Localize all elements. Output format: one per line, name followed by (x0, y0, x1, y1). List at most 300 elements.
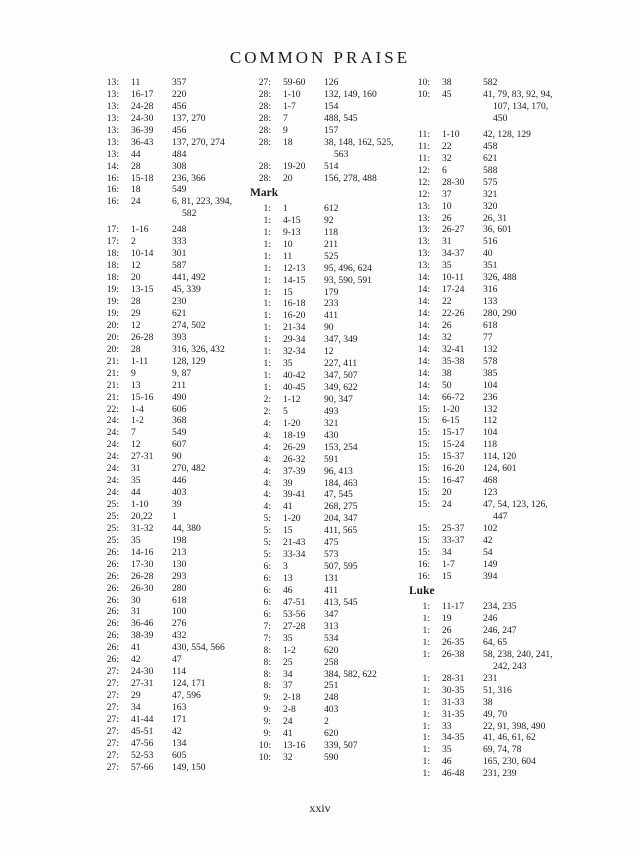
verse-range: 12 (131, 260, 141, 272)
chapter-number: 17: (106, 224, 119, 236)
hymn-numbers: 347 (324, 608, 339, 620)
chapter-number: 16: (417, 558, 430, 570)
verse-range: 19-20 (283, 160, 306, 172)
verse-range: 24-30 (131, 666, 154, 678)
index-entry (250, 752, 400, 764)
chapter-number: 1: (263, 274, 271, 286)
hymn-numbers: 321 (483, 188, 498, 200)
index-entry (98, 113, 243, 125)
chapter-number: 1: (263, 238, 271, 250)
index-entry (98, 702, 243, 714)
index-entry (98, 606, 243, 618)
hymn-numbers: 490 (172, 391, 187, 403)
chapter-number: 19: (106, 296, 119, 308)
index-entry (98, 463, 243, 475)
hymn-numbers: 606 (172, 403, 187, 415)
hymn-numbers: 41, 46, 61, 62 (483, 732, 536, 744)
index-entry (250, 251, 400, 263)
index-entry (409, 523, 559, 535)
verse-range: 1-7 (442, 558, 455, 570)
index-entry (409, 649, 559, 673)
index-entry (250, 585, 400, 597)
index-entry (98, 738, 243, 750)
hymn-numbers: 118 (483, 439, 498, 451)
index-entry (98, 642, 243, 654)
chapter-number: 1: (263, 346, 271, 358)
chapter-number: 5: (263, 549, 271, 561)
chapter-number: 1: (263, 226, 271, 238)
hymn-numbers: 233 (324, 298, 339, 310)
chapter-number: 5: (263, 513, 271, 525)
index-entry (250, 716, 400, 728)
hymn-numbers: 280 (172, 582, 187, 594)
verse-range: 28-31 (442, 672, 465, 684)
index-entry (250, 680, 400, 692)
chapter-number: 6: (263, 584, 271, 596)
chapter-number: 24: (106, 475, 119, 487)
index-entry (250, 334, 400, 346)
index-column-3 (409, 77, 559, 780)
hymn-numbers: 384, 582, 622 (324, 668, 377, 680)
chapter-number: 28: (258, 112, 271, 124)
hymn-numbers: 137, 270 (172, 112, 206, 124)
verse-range: 31-33 (442, 696, 465, 708)
chapter-number: 1: (422, 732, 430, 744)
verse-range: 31 (131, 606, 141, 618)
verse-range: 34 (131, 701, 141, 713)
chapter-number: 4: (263, 441, 271, 453)
chapter-number: 17: (106, 236, 119, 248)
index-entry (250, 525, 400, 537)
hymn-numbers: 230 (172, 296, 187, 308)
index-entry (409, 201, 559, 213)
index-entry (409, 499, 559, 523)
index-entry (98, 427, 243, 439)
index-column-2 (250, 77, 400, 764)
hymn-numbers: 620 (324, 644, 339, 656)
chapter-number: 27: (106, 666, 119, 678)
index-entry (409, 224, 559, 236)
chapter-number: 1: (263, 262, 271, 274)
index-entry (250, 203, 400, 215)
page-number: xxiv (309, 801, 331, 815)
hymn-numbers: 385 (483, 367, 498, 379)
index-entry (98, 451, 243, 463)
verse-range: 1-10 (131, 499, 149, 510)
chapter-number: 1: (422, 708, 430, 720)
chapter-number: 26: (106, 654, 119, 666)
hymn-numbers: 1 (172, 510, 177, 522)
verse-range: 15-37 (442, 451, 465, 463)
chapter-number: 4: (263, 501, 271, 513)
index-entry (250, 442, 400, 454)
verse-range: 13-16 (283, 740, 306, 752)
verse-range: 18-19 (283, 429, 306, 441)
verse-range: 34-35 (442, 732, 465, 744)
hymn-numbers: 133 (483, 296, 498, 308)
index-entry (98, 571, 243, 583)
chapter-number: 18: (106, 248, 119, 260)
verse-range: 27-31 (131, 451, 154, 463)
index-entry (409, 344, 559, 356)
book-title: Luke (409, 585, 435, 598)
chapter-number: 8: (263, 656, 271, 668)
chapter-number: 14: (417, 272, 430, 284)
verse-range: 59-60 (283, 77, 306, 88)
chapter-number: 15: (417, 463, 430, 475)
index-entry (409, 697, 559, 709)
index-entry (98, 499, 243, 511)
chapter-number: 13: (417, 248, 430, 260)
chapter-number: 13: (417, 212, 430, 224)
chapter-number: 20: (106, 343, 119, 355)
index-entry (98, 714, 243, 726)
chapter-number: 7: (263, 620, 271, 632)
verse-range: 35 (131, 534, 141, 546)
hymn-numbers: 575 (483, 176, 498, 188)
hymn-numbers: 258 (324, 656, 339, 668)
hymn-numbers: 42, 128, 129 (483, 128, 531, 140)
chapter-number: 15: (417, 403, 430, 415)
chapter-number: 13: (106, 77, 119, 88)
chapter-number: 2: (263, 405, 271, 417)
chapter-number: 24: (106, 415, 119, 427)
index-entry (98, 89, 243, 101)
chapter-number: 27: (106, 761, 119, 773)
chapter-number: 14: (106, 160, 119, 172)
index-entry (250, 101, 400, 113)
index-entry (98, 583, 243, 595)
hymn-numbers: 578 (483, 355, 498, 367)
index-entry (98, 173, 243, 185)
chapter-number: 15: (417, 475, 430, 487)
hymn-numbers: 326, 488 (483, 272, 517, 284)
hymn-numbers: 393 (172, 331, 187, 343)
index-entry (409, 153, 559, 165)
chapter-number: 1: (263, 358, 271, 370)
index-entry (409, 685, 559, 697)
chapter-number: 14: (417, 343, 430, 355)
book-title: Mark (250, 187, 279, 200)
index-entry (409, 427, 559, 439)
verse-range: 18 (283, 136, 293, 148)
hymn-numbers: 456 (172, 100, 187, 112)
verse-range: 24 (283, 716, 293, 728)
index-entry (250, 310, 400, 322)
hymn-numbers: 320 (483, 200, 498, 212)
verse-range: 26-29 (283, 441, 306, 453)
chapter-number: 13: (417, 236, 430, 248)
index-entry (250, 513, 400, 525)
verse-range: 32 (442, 331, 452, 343)
hymn-numbers: 248 (172, 224, 187, 236)
chapter-number: 1: (263, 322, 271, 334)
verse-range: 40-42 (283, 370, 306, 382)
verse-range: 6-15 (442, 415, 460, 427)
hymn-numbers: 9, 87 (172, 367, 192, 379)
verse-range: 11 (283, 250, 293, 262)
hymn-numbers: 430, 554, 566 (172, 642, 225, 654)
index-entry (409, 601, 559, 613)
verse-range: 18 (131, 184, 141, 196)
chapter-number: 12: (417, 164, 430, 176)
verse-range: 10 (283, 238, 293, 250)
index-entry (98, 344, 243, 356)
chapter-number: 10: (258, 752, 271, 764)
verse-range: 15-17 (442, 427, 465, 439)
verse-range: 38 (442, 77, 452, 88)
chapter-number: 15: (417, 415, 430, 427)
index-entry (409, 744, 559, 756)
index-entry (409, 451, 559, 463)
hymn-numbers: 276 (172, 618, 187, 630)
chapter-number: 1: (422, 684, 430, 696)
chapter-number: 16: (417, 570, 430, 582)
chapter-number: 25: (106, 534, 119, 546)
verse-range: 24 (442, 499, 452, 511)
chapter-number: 27: (106, 713, 119, 725)
chapter-number: 8: (263, 680, 271, 692)
index-entry (250, 239, 400, 251)
hymn-numbers: 612 (324, 202, 339, 214)
verse-range: 20 (442, 487, 452, 499)
hymn-numbers: 149 (483, 558, 498, 570)
hymn-numbers: 171 (172, 713, 187, 725)
chapter-number: 14: (417, 308, 430, 320)
verse-range: 47-56 (131, 737, 154, 749)
chapter-number: 1: (263, 334, 271, 346)
verse-range: 37 (442, 188, 452, 200)
index-entry (409, 559, 559, 571)
index-entry (98, 248, 243, 260)
hymn-numbers: 165, 230, 604 (483, 756, 536, 768)
hymn-numbers: 2 (324, 716, 329, 728)
hymn-numbers: 347, 349 (324, 334, 358, 346)
hymn-numbers: 432 (172, 630, 187, 642)
index-entry (250, 621, 400, 633)
verse-range: 1-20 (442, 403, 460, 415)
verse-range: 40-45 (283, 382, 306, 394)
chapter-number: 13: (106, 148, 119, 160)
hymn-numbers: 38, 148, 162, 525, (324, 136, 394, 148)
verse-range: 41 (283, 501, 293, 513)
chapter-number: 27: (106, 725, 119, 737)
verse-range: 17-24 (442, 284, 465, 296)
hymn-numbers: 112 (483, 415, 498, 427)
chapter-number: 15: (417, 522, 430, 534)
chapter-number: 1: (422, 744, 430, 756)
verse-range: 9 (131, 367, 136, 379)
chapter-number: 9: (263, 692, 271, 704)
verse-range: 52-53 (131, 749, 154, 761)
index-entry (409, 380, 559, 392)
index-entry (409, 368, 559, 380)
verse-range: 26-28 (131, 331, 154, 343)
index-entry (98, 184, 243, 196)
chapter-number: 25: (106, 499, 119, 510)
hymn-numbers: 58, 238, 240, 241, (483, 648, 553, 660)
hymn-numbers: 618 (172, 594, 187, 606)
index-entry (409, 571, 559, 583)
verse-range: 42 (131, 654, 141, 666)
chapter-number: 13: (106, 124, 119, 136)
verse-range: 26 (442, 624, 452, 636)
verse-range: 1-10 (283, 88, 301, 100)
hymn-numbers: 131 (324, 573, 339, 585)
verse-range: 2 (131, 236, 136, 248)
hymn-numbers: 441, 492 (172, 272, 206, 284)
index-entry (98, 415, 243, 427)
chapter-number: 1: (263, 286, 271, 298)
chapter-number: 26: (106, 606, 119, 618)
chapter-number: 27: (106, 737, 119, 749)
index-entry (250, 137, 400, 161)
hymn-numbers: 430 (324, 429, 339, 441)
hymn-numbers: 211 (172, 379, 187, 391)
verse-range: 29 (131, 690, 141, 701)
index-entry (250, 573, 400, 585)
verse-range: 44 (131, 148, 141, 160)
index-entry (250, 263, 400, 275)
chapter-number: 24: (106, 439, 119, 451)
chapter-number: 15: (417, 487, 430, 499)
index-entry (98, 750, 243, 762)
verse-range: 26-27 (442, 224, 465, 236)
chapter-number: 4: (263, 477, 271, 489)
chapter-number: 9: (263, 704, 271, 716)
hymn-numbers: 132 (483, 343, 498, 355)
hymn-numbers: 475 (324, 537, 339, 549)
index-entry (409, 77, 559, 89)
verse-range: 33-37 (442, 534, 465, 546)
book-heading (250, 184, 400, 203)
chapter-number: 22: (106, 403, 119, 415)
verse-range: 37 (283, 680, 293, 692)
verse-range: 1-12 (283, 393, 301, 405)
index-entry (250, 89, 400, 101)
chapter-number: 14: (417, 319, 430, 331)
chapter-number: 28: (258, 136, 271, 148)
verse-range: 22-26 (442, 308, 465, 320)
chapter-number: 1: (263, 298, 271, 310)
chapter-number: 1: (422, 648, 430, 660)
verse-range: 1-2 (131, 415, 144, 427)
hymn-numbers: 582 (483, 77, 498, 88)
index-entry (409, 213, 559, 225)
verse-range: 20,22 (131, 510, 153, 522)
hymn-numbers: 40 (483, 248, 493, 260)
hymn-numbers: 394 (483, 570, 498, 582)
hymn-numbers: 458 (483, 140, 498, 152)
verse-range: 35 (442, 744, 452, 756)
chapter-number: 14: (417, 296, 430, 308)
hymn-numbers-continued: 107, 134, 170, (493, 100, 549, 112)
index-entry (98, 487, 243, 499)
index-entry (98, 149, 243, 161)
index-entry (409, 392, 559, 404)
index-entry (409, 637, 559, 649)
hymn-numbers: 93, 590, 591 (324, 274, 372, 286)
hymn-numbers: 39 (172, 499, 182, 510)
chapter-number: 28: (258, 172, 271, 184)
chapter-number: 26: (106, 582, 119, 594)
chapter-number: 14: (417, 284, 430, 296)
index-entry (250, 549, 400, 561)
index-entry (250, 740, 400, 752)
hymn-numbers: 184, 463 (324, 477, 358, 489)
hymn-numbers: 468 (483, 475, 498, 487)
chapter-number: 1: (422, 672, 430, 684)
verse-range: 32-41 (442, 343, 465, 355)
index-entry (98, 272, 243, 284)
hymn-numbers: 347, 507 (324, 370, 358, 382)
hymn-numbers: 47, 596 (172, 690, 201, 701)
verse-range: 32 (442, 152, 452, 164)
chapter-number: 15: (417, 451, 430, 463)
index-entry (98, 595, 243, 607)
index-entry (98, 125, 243, 137)
hymn-numbers: 456 (172, 124, 187, 136)
hymn-numbers: 26, 31 (483, 212, 507, 224)
index-entry (250, 657, 400, 669)
verse-range: 41 (131, 642, 141, 654)
index-entry (250, 454, 400, 466)
index-entry (409, 260, 559, 272)
verse-range: 41 (283, 728, 293, 740)
verse-range: 1-2 (283, 644, 296, 656)
chapter-number: 1: (263, 310, 271, 322)
chapter-number: 26: (106, 558, 119, 570)
hymn-numbers: 114 (172, 666, 187, 678)
verse-range: 44 (131, 487, 141, 499)
chapter-number: 28: (258, 124, 271, 136)
index-entry (250, 113, 400, 125)
index-entry (98, 260, 243, 272)
hymn-numbers: 270, 482 (172, 463, 206, 475)
chapter-number: 24: (106, 463, 119, 475)
index-entry (409, 272, 559, 284)
index-entry (98, 762, 243, 774)
hymn-numbers: 118 (324, 226, 339, 238)
chapter-number: 14: (417, 391, 430, 403)
hymn-numbers-continued: 582 (182, 208, 197, 220)
hymn-numbers: 47 (172, 654, 182, 666)
verse-range: 11 (131, 77, 141, 88)
index-entry (409, 404, 559, 416)
chapter-number: 15: (417, 439, 430, 451)
chapter-number: 4: (263, 429, 271, 441)
hymn-numbers: 293 (172, 570, 187, 582)
index-entry (98, 308, 243, 320)
verse-range: 9 (283, 124, 288, 136)
chapter-number: 21: (106, 367, 119, 379)
chapter-number: 4: (263, 417, 271, 429)
chapter-number: 10: (417, 77, 430, 88)
index-entry (250, 537, 400, 549)
hymn-numbers: 124, 171 (172, 678, 206, 690)
verse-range: 39 (283, 477, 293, 489)
index-entry (409, 547, 559, 559)
index-entry (409, 732, 559, 744)
chapter-number: 4: (263, 453, 271, 465)
index-entry (98, 368, 243, 380)
index-entry (250, 669, 400, 681)
hymn-numbers: 36, 601 (483, 224, 512, 236)
verse-range: 21-34 (283, 322, 306, 334)
chapter-number: 12: (417, 176, 430, 188)
index-entry (250, 489, 400, 501)
chapter-number: 28: (258, 88, 271, 100)
